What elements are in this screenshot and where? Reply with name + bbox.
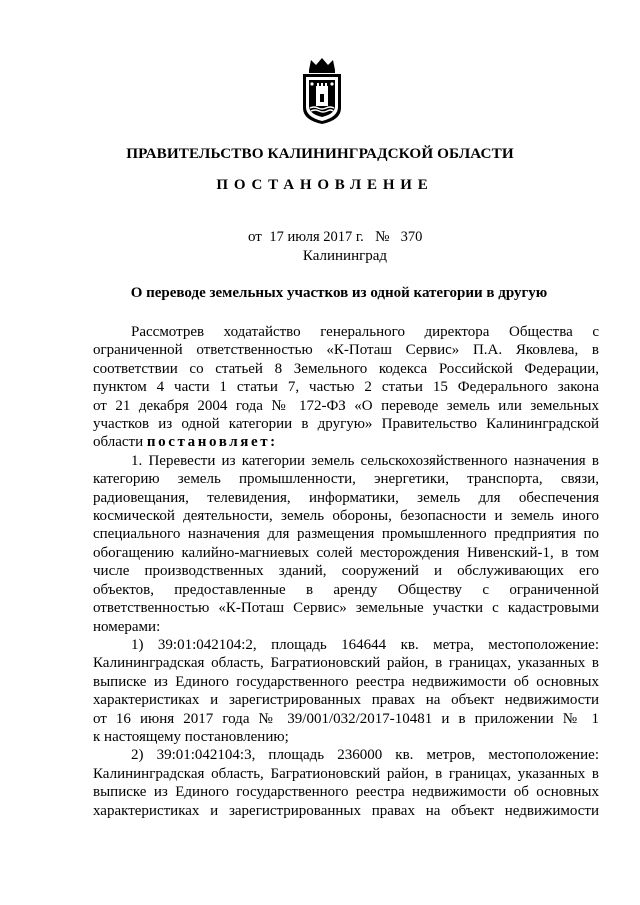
text-line: к настоящему постановлению; [93,728,289,745]
text-line: Калининградская область, Багратионовский район, в границах, указанных в [93,765,599,782]
document-subject: О переводе земельных участков из одной категории в другую [130,285,548,301]
document-type: ПОСТАНОВЛЕНИЕ [216,177,434,193]
sub-item-2 [93,746,599,820]
date-prefix: от [248,229,262,245]
text-line: категорию земель промышленности, энергетики, транспорта, связи, [93,471,599,488]
text-line: выписке из Единого государственного реестра недвижимости об основных [93,673,599,690]
text-line: Рассмотрев ходатайство генерального директора Общества с [131,324,599,340]
text-line: участков из одной категории в другую» Правительство Калининградской [93,416,599,433]
text-line: от 21 декабря 2004 года № 172-ФЗ «О переводе земель или земельных [93,397,599,414]
document-body [93,323,599,820]
text-line: 1) 39:01:042104:2, площадь 164644 кв. метра, местоположение: [131,636,599,653]
item-1 [93,452,599,636]
text-line: специального назначения для размещения промышленного предприятия по [93,526,599,543]
text-line: Калининградская область, Багратионовский район, в границах, указанных в [93,655,599,672]
sub-item-1 [93,636,599,746]
text-line: характеристиках и зарегистрированных правах на объект недвижимости [93,692,599,709]
text-line: 2) 39:01:042104:3, площадь 236000 кв. метров, местоположение: [131,747,599,764]
intro-paragraph [93,323,599,452]
text-line: обогащению калийно-магниевых солей месторождения Нивенский-1, в том [93,544,599,561]
resolve-keyword: постановляет: [146,434,278,451]
number-value: 370 [400,229,423,245]
government-title: ПРАВИТЕЛЬСТВО КАЛИНИНГРАДСКОЙ ОБЛАСТИ [126,145,514,162]
date-value: 17 июля 2017 г. [269,229,364,245]
city: Калининград [302,248,388,264]
coat-of-arms-icon [297,56,347,126]
text-line: от 16 июня 2017 года № 39/001/032/2017-10481 и в приложении № 1 [93,710,599,727]
text-line: выписке из Единого государственного реестра недвижимости об основных [93,784,599,801]
text-line: числе производственных зданий, сооружений и обслуживающих его [93,563,599,580]
date-number-line [248,229,422,246]
text-line: 1. Перевести из категории земель сельскохозяйственного назначения в [131,452,599,469]
text-line: пунктом 4 части 1 статьи 7, частью 2 статьи 15 Федерального закона [93,379,599,396]
text-line: объектов, предоставленные в аренду Обществу с ограниченной [93,581,599,598]
text-line: соответствии со статьей 8 Земельного кодекса Российской Федерации, [93,360,599,377]
intro-last-prefix: области [93,434,144,451]
text-line: ответственностью «К-Поташ Сервис» земельные участки с кадастровыми [93,600,599,617]
text-line: характеристиках и зарегистрированных правах на объект недвижимости [93,802,599,819]
number-sign: № [375,229,390,245]
text-line [93,433,599,451]
text-line: ограниченной ответственностью «К-Поташ Сервис» П.А. Яковлева, в [93,342,599,359]
text-line: космической деятельности, земель обороны, безопасности и земель иного [93,508,599,525]
text-line: радиовещания, телевидения, информатики, земель для обеспечения [93,489,599,506]
text-line: номерами: [93,618,161,635]
